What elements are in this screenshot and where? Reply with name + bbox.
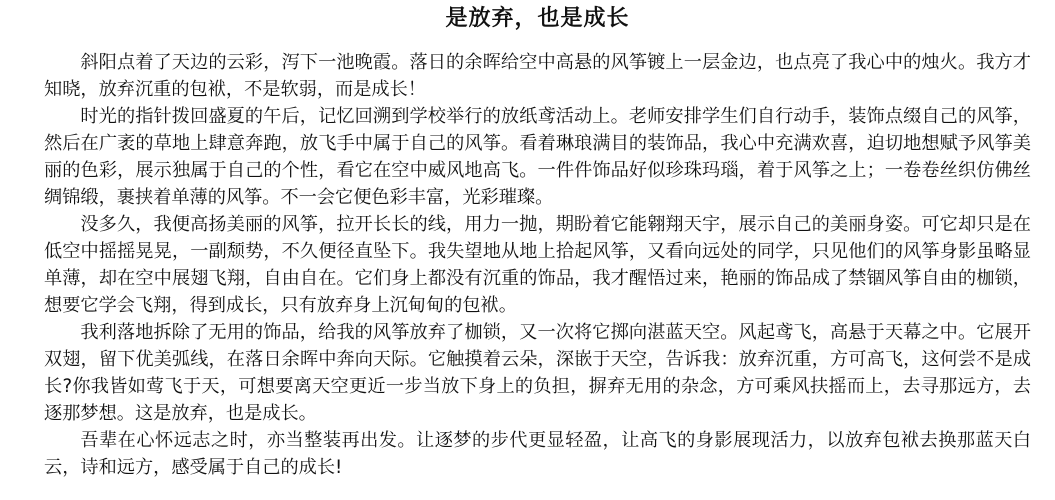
- paragraph-1: 斜阳点着了天边的云彩，泻下一池晚霞。落日的余晖给空中高悬的风筝镀上一层金边，也点亮了我心中的烛火。我方才知晓，放弃沉重的包袱，不是软弱，而是成长！: [44, 52, 1031, 100]
- paragraph-4: 我利落地拆除了无用的饰品，给我的风筝放弃了枷锁，又一次将它掷向湛蓝天空。风起鸢飞，高悬于天幕之中。它展开双翅，留下优美弧线，在落日余晖中奔向天际。它触摸着云朵，深嵌于天空，告诉我：放弃沉重，方可高飞，这何尝不是成长?你我皆如莺飞于天，可想要离天空更近一步当放下身上的负担，摒弃无用的杂念，方可乘风扶摇而上，去寻那远方，去逐那梦想。这是放弃，也是成长。: [44, 322, 1031, 424]
- paragraph-2: 时光的指针拨回盛夏的午后，记忆回溯到学校举行的放纸鸢活动上。老师安排学生们自行动手，装饰点缀自己的风筝，然后在广袤的草地上肆意奔跑，放飞手中属于自己的风筝。看着琳琅满目的装饰品，我心中充满欢喜，迫切地想赋予风筝美丽的色彩，展示独属于自己的个性，看它在空中威风地高飞。一件件饰品好似珍珠玛瑙，着于风筝之上；一卷卷丝织仿佛丝绸锦缎，裹挟着单薄的风筝。不一会它便色彩丰富，光彩璀璨。: [44, 106, 1031, 208]
- essay-body: [44, 49, 1031, 481]
- paragraph-5: 吾辈在心怀远志之时，亦当整装再出发。让逐梦的步代更显轻盈，让高飞的身影展现活力，以放弃包袱去换那蓝天白云，诗和远方，感受属于自己的成长!: [44, 430, 1031, 478]
- essay-title: 是放弃，也是成长: [445, 6, 630, 31]
- paragraph-3: 没多久，我便高扬美丽的风筝，拉开长长的线，用力一抛，期盼着它能翱翔天宇，展示自己的美丽身姿。可它却只是在低空中摇摇晃晃，一副颓势，不久便径直坠下。我失望地从地上拾起风筝，又看向远处的同学，只见他们的风筝身影虽略显单薄，却在空中展翅飞翔，自由自在。它们身上都没有沉重的饰品，我才醒悟过来，艳丽的饰品成了禁锢风筝自由的枷锁，想要它学会飞翔，得到成长，只有放弃身上沉甸甸的包袱。: [44, 214, 1031, 316]
